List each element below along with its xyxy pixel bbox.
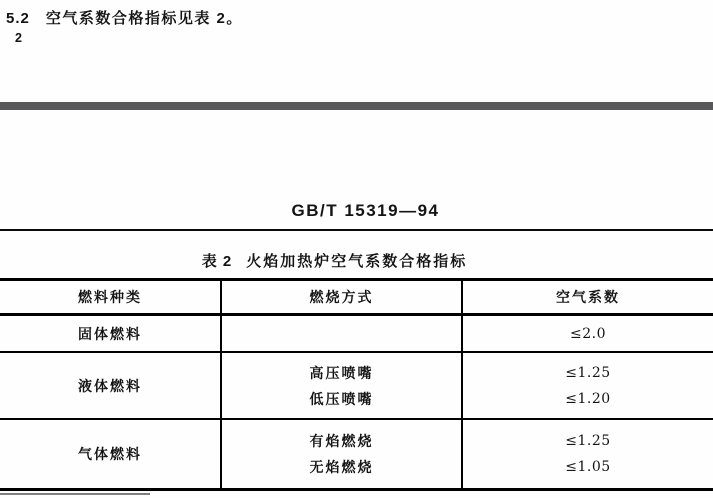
clause-text: 空气系数合格指标见表 2。	[45, 10, 243, 27]
method-low-pressure-nozzle: 低压喷嘴	[309, 390, 374, 407]
method-flameless-combustion: 无焰燃烧	[309, 459, 374, 475]
table-title	[0, 250, 691, 271]
clause-5-2	[6, 7, 243, 28]
value-flame-combustion: ≤1.25	[565, 433, 611, 449]
table-row-solid-fuel-method-empty	[222, 316, 463, 353]
scan-artifact-line	[0, 493, 150, 495]
column-header-fuel-type: 燃料种类	[0, 281, 222, 316]
column-header-burn-method: 燃烧方式	[222, 281, 463, 316]
value-high-pressure-nozzle: ≤1.25	[565, 364, 611, 381]
table-title-label: 表 2	[201, 253, 233, 270]
table-row-solid-fuel-label: 固体燃料	[0, 316, 222, 353]
value-low-pressure-nozzle: ≤1.20	[565, 390, 611, 407]
page-number: 2	[15, 31, 22, 45]
horizontal-rule	[0, 229, 713, 231]
standard-code: GB/T 15319—94	[291, 201, 440, 220]
method-flame-combustion: 有焰燃烧	[309, 433, 374, 449]
table-row-liquid-fuel-label: 液体燃料	[0, 353, 222, 420]
table-row-solid-fuel-value: ≤2.0	[463, 316, 713, 353]
table-row-liquid-fuel-values	[463, 353, 713, 420]
value-flameless-combustion: ≤1.05	[565, 459, 611, 475]
table-row-gas-fuel-methods	[222, 420, 463, 488]
air-coefficient-table	[0, 278, 713, 491]
clause-number: 5.2	[6, 10, 30, 27]
divider-bar	[0, 102, 713, 110]
table-row-gas-fuel-label: 气体燃料	[0, 420, 222, 488]
method-high-pressure-nozzle: 高压喷嘴	[309, 364, 374, 381]
table-title-text: 火焰加热炉空气系数合格指标	[246, 253, 468, 270]
table-row-gas-fuel-values	[463, 420, 713, 488]
table-row-liquid-fuel-methods	[222, 353, 463, 420]
column-header-air-coefficient: 空气系数	[463, 281, 713, 316]
